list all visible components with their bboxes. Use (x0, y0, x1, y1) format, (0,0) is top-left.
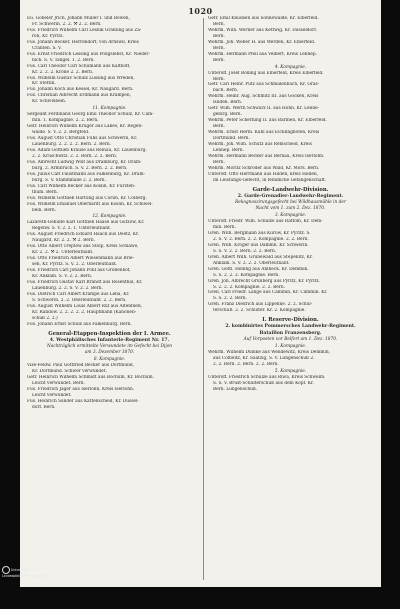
left-column-line: Füs. Ernst Friedrich Lessing aus Pongslebst, Kr. Nieder- (27, 51, 150, 57)
left-column-line: walde. S. V. 2. 2. Bergfeld. (32, 130, 90, 136)
right-column-line: Auf Vorposten vor Belfort am 1. Dez. 1870. (243, 337, 338, 343)
right-column-line: Gren. Wilh. Kröger aus Dammn. Kr. Schwerin. (208, 242, 309, 248)
right-column-line: Wehrm. Ernst Herm. Kuhl aus Eichlinghofen, Kreis (208, 130, 320, 136)
left-column-line: nich. S. V. Tangel. 1. 2. Bern. (32, 57, 95, 63)
left-column-line: Füs. Friedrich Jäger aus Iserlohn, Kreis Iserlohn. (27, 386, 135, 392)
left-column-line: bein. Bern. (32, 207, 57, 213)
left-column-line: Lazareth-Gehülfe Karl Gottlieb Haase aus Gützow, Kr. (27, 220, 145, 226)
left-column-line: Füs. Friedrich Wilhelm Carl Lesnik Graßling aus Za- (27, 27, 142, 33)
right-column-line: S. S. 2. 2. Bern. (213, 296, 247, 302)
left-column-line: dorf. Bern. (32, 404, 56, 410)
left-column-line: Füs. Johann Ernst Schulz aus Falkenburg. Bern. (27, 321, 132, 327)
right-column-line: Gren. Albert Wilh. Grunewald aus Stepenitz, Kr. (208, 254, 313, 260)
left-column-line: Kr. 2. 2. ⚒ 2. Unterleutnant. (32, 250, 94, 256)
left-column-line: Kr. Schivelbein. (32, 99, 67, 105)
left-column-line: Füs. Dietrich Carl Albert Krampe aus Leba, Kr. (27, 291, 130, 297)
right-column-line: Gren. Wilh. Bergmann aus Kurow, Kr. Pyritz. S. (208, 230, 311, 236)
right-column-line: Wehrm. Joh. Weber H. aus Werden, Kr. Elberfeld. (208, 39, 316, 45)
left-column-line: Füs. Wilhelm Emanuel Oberhardt aus Köslin, Kr. Schiwel- (27, 201, 153, 207)
right-column-line: 2. S. V. 2. Bern. 2. 2. Kompagnie. 2. 2. Bern. (213, 236, 309, 242)
right-column-line: Bern. (213, 21, 225, 27)
left-column-line: Cranten. S. V. (32, 45, 62, 51)
right-column-line: Bern. (213, 159, 225, 165)
right-column-line: Rekognoszirungsgefecht bei Wildhausmühle in der (234, 200, 347, 206)
right-column-line: S. S. V. 2. 2. Bern. 2. 2. Bern. (213, 248, 277, 254)
left-column-line: Füs. Otto Friedrich Albert Wiesenmann aus Brie- (27, 256, 134, 262)
left-column-line: Eu. Göbeler Jrich, Johann Müller I. und Bowen, (27, 16, 130, 21)
right-column-line: Lennep. Bern. (213, 147, 244, 153)
right-column-line: 2. Garde-Grenadier-Landwehr-Regiment. (237, 193, 344, 199)
right-column-line: Gren. Franz Diedrich aus Lippehne. 2. 2. Schul- (208, 302, 313, 308)
left-column (27, 16, 192, 411)
right-column-line: Nacht vom 1. zum 2. Dez. 1870. (255, 206, 326, 212)
logo-line-1: Universitäts- und (11, 568, 39, 572)
left-column-line: Füs. Heinrich Sander aus Kattenscheid, Kr. Düssel- (27, 398, 139, 404)
left-column-line: Lauenburg. 2. 2. S. V. 2. 2. Bern. (32, 285, 103, 291)
library-logo (2, 566, 62, 578)
right-column-line: 2. kombinirtes Pommersches Landwehr-Regiment. (225, 324, 356, 330)
left-column-line: Füs. Friedrich Gustav Karl Brandt aus Rosenthal, Kr. (27, 279, 143, 285)
left-column-line: Füs. Christian Albrecht Erdmann aus Krampen, (27, 93, 131, 99)
left-column-line: 12. Kompagnie. (92, 214, 127, 220)
left-column-line: Füs. Albrecht Ludwig Wolf aus Dramburg, Kr. Dram- (27, 159, 142, 165)
right-column-line: Bern. (213, 45, 225, 51)
left-column-line: Fr. Schwerin. 2. 2. ⚒ 2. 2. Bern. (32, 21, 102, 27)
left-column-line: Kr. 2. 2. 2. Krone 2. 2. Bern. (32, 69, 94, 75)
right-column-line: Bern. Lungenschuß. (213, 386, 258, 392)
left-column-line: S. Schwerin. 2. 2. Oberleutnant. 2. 2. Bern. (32, 297, 127, 303)
left-column-line: 8. Kompagnie. (93, 356, 126, 362)
right-column-line: im Leistungs-Gefecht, in feindliche Gefangenschaft. (213, 177, 327, 183)
left-column-line: thum. Bern. (32, 189, 58, 195)
right-column-line: Anklam. S. V. 2. 2. 2. Oberleutnant. (213, 260, 290, 266)
left-column-line: Gefr. Heinrich Wilhelm Schmidt aus Bochum, Kr. Bochum. (27, 374, 154, 380)
library-seal-icon (2, 566, 10, 574)
left-column-line: am 3. Dezember 1870. (84, 350, 135, 356)
right-column-line: 5. Kompagnie. (274, 369, 307, 375)
right-column-line: Bern. (213, 57, 225, 63)
left-column-line: Füs. Carl Wilhelm Becker aus Köslin, Kr. Fürsten- (27, 183, 136, 189)
right-column-line: terschuß. 2. 2. Schulter. Kr. 2. Kompagnie. (213, 308, 306, 314)
right-column-line: Unteroff. Friedr. Wilh. Schulze aus Rattom, Kr. Dem- (208, 219, 323, 225)
right-column-line: Wehrm. Peter Scherning II. aus Barmen, Kr. Elberfeld. (208, 118, 327, 124)
left-column-line: Kr. Anklam. S. V. 2. 2. Bern. (32, 273, 93, 279)
right-column-line: Bern. (213, 76, 225, 82)
right-column-line: S. 2. 2. 2. Kompagnie. 2. 2. Bern. (213, 284, 285, 290)
left-column-line: Füs. Wilhelm Gustav Schulz Lüssing aus Wreden, (27, 75, 135, 81)
right-column-line: Unteroff. Josef Bolling aus Elberfeld, Kreis Elberfeld. (208, 70, 324, 76)
left-column-line: Füs. Adam Gottlieb Krause aus Reinau, Kr. Lauenburg. (27, 147, 147, 153)
left-column-line: Kr. Stettin. (32, 81, 56, 87)
left-column-line: Füs. August Otto Christian Fuhs aus Schwerin, Kr. (27, 136, 138, 142)
right-column-line: Gefr. Carl Heinr. Pütz aus Schmalenbach, Kr. Gras- (208, 82, 320, 88)
left-column-line: Kr. Randow. 2. 2. 2. 2. 2. Hauptmann (Kanonen- (32, 309, 137, 315)
right-column-line: 4. Kompagnie. (274, 64, 307, 70)
left-column-line: Füs. August Friedrich Eduard Haack aus Deetz, Kr. (27, 232, 139, 238)
right-column-line: Garde-Landwehr-Division. (252, 186, 329, 193)
right-column-line: bach. Bern. (213, 88, 239, 94)
right-column-line: Gren. Carl Friedr. Lange aus Cammin, Kr. Cammin. Kr. (208, 290, 328, 296)
right-column-line: 2. 2. Bern. 2. Bern. 2. 2. Bern. (213, 362, 279, 368)
left-column-line: Sergeant Ferdinand Georg Emil Theodor Schulz, Kr. Cam- (27, 112, 154, 118)
right-column-line: Gren. Gottl. Helling aus Ahlbeck. Kr. Demmin. (208, 266, 309, 272)
logo-line-2: Landesbibliothek Düsseldorf (2, 574, 48, 578)
left-column-line: Vize-Feldw. Paul Gottfried Becker aus Dortmund, (27, 362, 135, 368)
right-column-line: Wehrm. Wilhelm Dumke aus Wendewitz, Kreis Demmin, (208, 350, 330, 356)
left-column-line: Naugard. Kr. 2. 2. ⚒ 2. Bern. (32, 238, 95, 244)
left-column-line: Regenw. S. V. 2. 2. 1. Unterleutnant. (32, 226, 112, 232)
left-column-line: Füs. Johann Koch aus Kessel, Kr. Naugard. Bern. (27, 87, 134, 93)
right-column-line: Gefr. Emil Knudsen aus Sonnewalde, Kr. Elberfeld. (208, 16, 319, 21)
document-page (20, 0, 381, 587)
left-column-line: min. 1. Kompagnie. 2. 2. Bern. (32, 118, 99, 124)
left-column-line: Füs. Carl Theodor Carl Schumann aus Kalthoff, (27, 63, 131, 69)
right-column-line: 3. Kompagnie. (274, 213, 307, 219)
column-divider (203, 18, 204, 580)
right-column-line: Wehrm. Moritz Schröder aus Wald, Kr. Mors. Bern. (208, 165, 320, 171)
left-column-line: Füs. Wilhelm Gottlieb Hartung aus Cörlin, Kr. Colberg. (27, 195, 147, 201)
left-column-line: ron, Kr. Pyritz. (32, 33, 64, 39)
left-column-line: Füs. August Wilhelm Louis Albert Ruf aus Altenfließ, (27, 303, 143, 309)
right-column-line: Gren. Joh. Albrecht Grünberg aus Pyritz, Kr. Pyritz. (208, 278, 320, 284)
left-column-line: Nachträglich ermittelte Verwundete im Gefecht bei Dijon (46, 344, 173, 350)
left-column-line: General-Etappen-Inspektion der I. Armee. (48, 330, 171, 337)
left-column-line: schuß 2. 2.) (32, 315, 58, 321)
right-column-line: Bern. (213, 124, 225, 130)
left-column-line: 4. Westphälisches Infanterie-Regiment Nr. 17. (49, 337, 170, 343)
left-column-line: 2. 2. Kruschwitz. 2. 2. Bern. 2. 2. Bern. (32, 153, 118, 159)
left-column-line: Gefr. Heinrich Wilhelm Krüger aus Labes, Kr. Regen- (27, 124, 143, 130)
left-column-line: Lauenburg. 2. 2. 2. 2. Bern. 2. Bern. (32, 142, 112, 148)
right-column-line: Unteroff. Friedrich Schulze aus Riwa, Kreis Schwelm. (208, 375, 326, 381)
left-column-line: Füs. Julius Carl Faustmann aus Falkenburg, Kr. Dram- (27, 171, 145, 177)
left-column-line: sen, Kr. Pyritz. S. V. 2. 2. Oberleutnant. (32, 262, 118, 268)
right-column-line: aus Colbeitz, Kr. Saatzig, S. V. Lungenschuß 2. (213, 356, 315, 362)
left-column-line: 11. Kompagnie. (92, 106, 127, 112)
right-column-line: Hilden. Bern. (213, 100, 243, 106)
left-column-line: Füs. Johann Becker, Herrendorf, von Arnswil, Kreis (27, 39, 139, 45)
right-column-line: Wehrm. Hermann Pfeil aus Velbert, Kreis Lennep. (208, 51, 317, 57)
left-column-line: Leicht verwundet. Bern. (32, 380, 85, 386)
left-column-line: burg. 2. Armbruch. S. V. 2. Bern. 2. 2. Bern. (32, 165, 128, 171)
left-column-line: Leicht verwundet. (32, 392, 72, 398)
right-column-line: Wehrm. Hermann Becker aus Bernau, Kreis Iserlohn. (208, 153, 325, 159)
right-column-line: S. S. 2. 2. 2. Kompagnie. Bern. (213, 272, 280, 278)
right-column-line: Bataillon Franzensberg. (259, 330, 322, 336)
right-column-line: I. Reserve-Division. (262, 317, 319, 324)
right-column (208, 16, 373, 393)
right-column-line: Gefr. Wilh. Werth Schwarz II. aus Höhn, Kr. Lenne- (208, 106, 320, 112)
left-column-line: Kr. Dortmund. Schwer verwundet. (32, 368, 107, 374)
right-column-line: 1. Kompagnie. (274, 344, 307, 350)
right-column-line: Wehrm. Heinr. Aug. Schmitz III. aus Gocken, Kreis (208, 94, 319, 100)
left-column-line: Füs. Otto Albert Treptow aus Stolp, Kreis Schlawe, (27, 244, 139, 250)
right-column-line: Wehrm. Joh. Wilh. Schutz aus Remscheid, Kreis (208, 142, 312, 148)
right-column-line: min. Bern. (213, 225, 236, 230)
right-column-line: Wehrm. Wilh. Werner aus Kettwig, Kr. Düsseldorf. (208, 27, 318, 33)
right-column-line: S. S. V. Brust-Schulterschuß aus dem Kopf. Kr. (213, 380, 314, 386)
right-column-line: Bern. (213, 33, 225, 39)
right-column-line: Unteroff. Otto Herrmann aus Hilden, kreis Hilden, (208, 171, 319, 177)
left-column-line: burg. S. V. Stammhalle 2. 2. Bern. (32, 177, 106, 183)
right-column-line: Dortmund. Bern. (213, 136, 250, 142)
page-number: 1020 (188, 6, 213, 16)
left-column-line: Füs. Friedrich Carl Johann Pohl aus Großenhof, (27, 268, 131, 274)
right-column-line: gebirg. Bern. (213, 112, 242, 118)
